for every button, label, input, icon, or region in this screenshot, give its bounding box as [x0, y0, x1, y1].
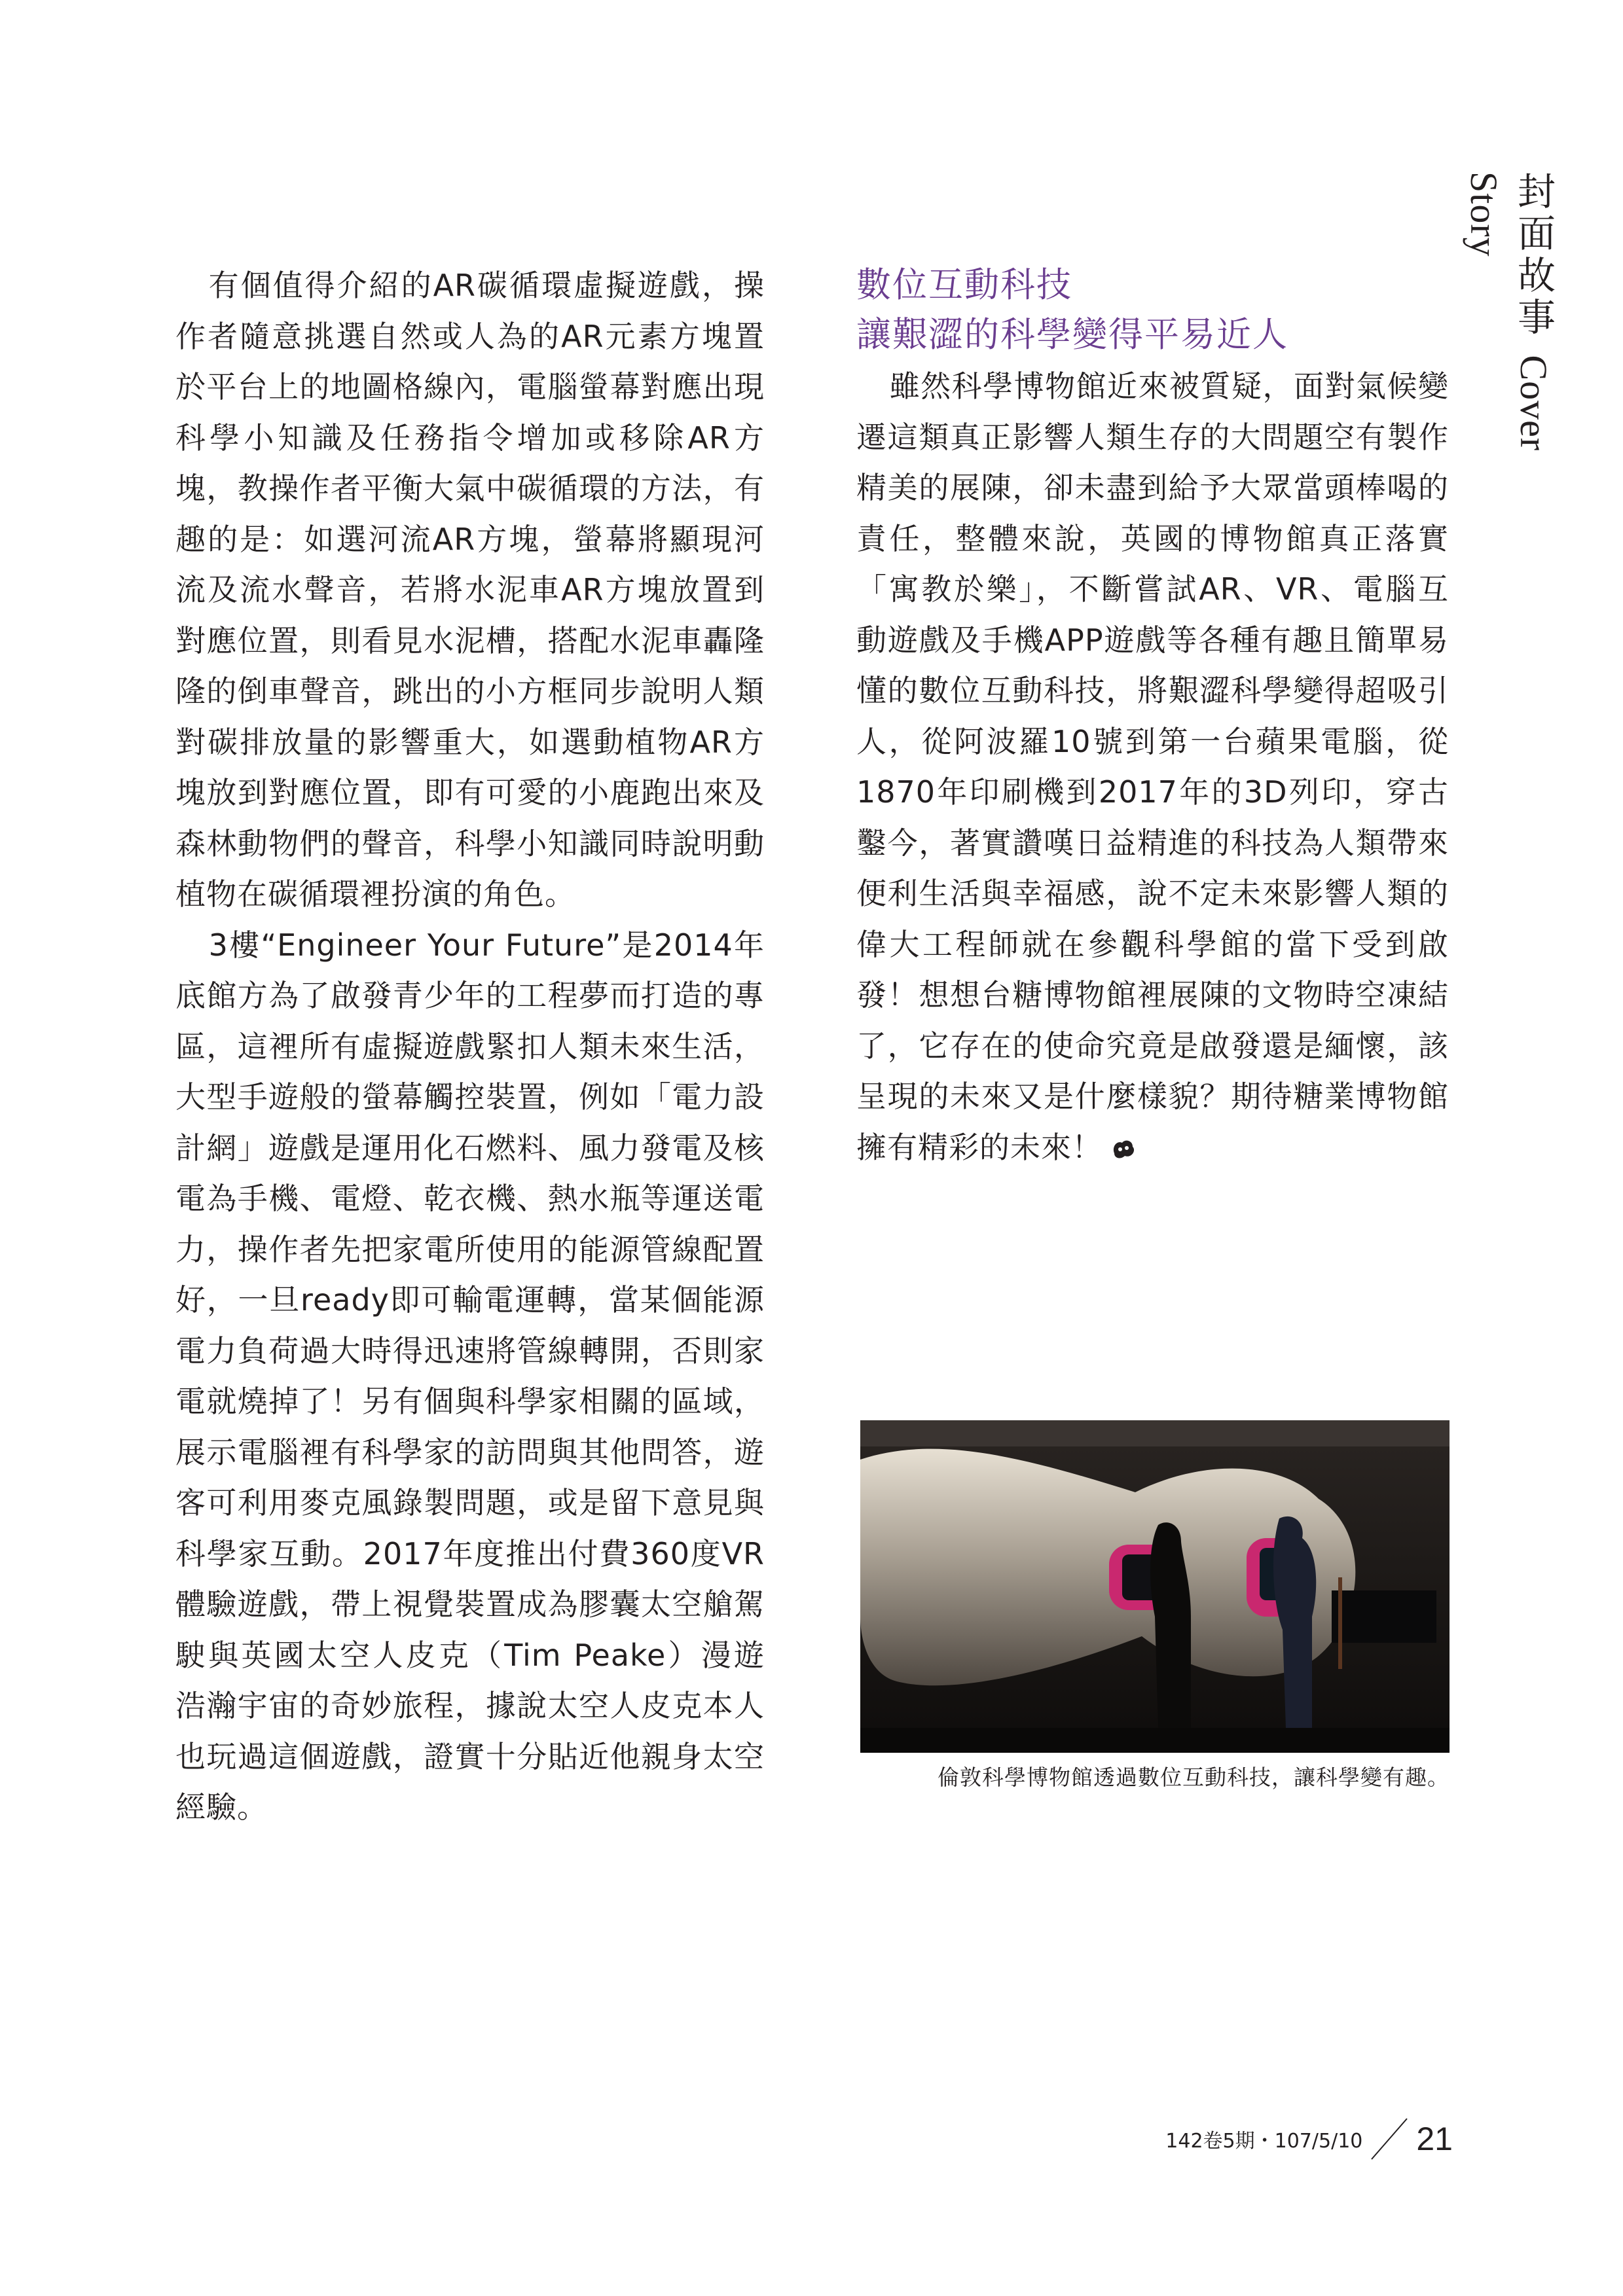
section-title-en: Cover Story — [1463, 171, 1555, 452]
end-mark-icon — [1110, 1136, 1137, 1162]
left-column — [175, 260, 765, 1833]
left-paragraph-1: 有個值得介紹的AR碳循環虛擬遊戲，操作者隨意挑選自然或人為的AR元素方塊置於平台上的地圖格線內，電腦螢幕對應出現科學小知識及任務指令增加或移除AR方塊，教操作者平衡大氣中碳循環的方法，有趣的是：如選河流AR方塊，螢幕將顯現河流及流水聲音，若將水泥車AR方塊放置到對應位置，則看見水泥槽，搭配水泥車轟隆隆的倒車聲音，跳出的小方框同步說明人類對碳排放量的影響重大，如選動植物AR方塊放到對應位置，即有可愛的小鹿跑出來及森林動物們的聲音，科學小知識同時說明動植物在碳循環裡扮演的角色。 — [175, 268, 765, 912]
right-paragraph-text: 雖然科學博物館近來被質疑，面對氣候變遷這類真正影響人類生存的大問題空有製作精美的展陳，卻未盡到給予大眾當頭棒喝的責任，整體來說，英國的博物館真正落實「寓教於樂」，不斷嘗試AR、VR、電腦互動遊戲及手機APP遊戲等各種有趣且簡單易懂的數位互動科技，將艱澀科學變得超吸引人，從阿波羅10號到第一台蘋果電腦，從1870年印刷機到2017年的3D列印，穿古鑿今，著實讚嘆日益精進的科技為人類帶來便利生活與幸福感，說不定未來影響人類的偉大工程師就在參觀科學館的當下受到啟發！想想台糖博物館裡展陳的文物時空凍結了，它存在的使命究竟是啟發還是緬懷，該呈現的未來又是什麼樣貌？期待糖業博物館擁有精彩的未來！ — [856, 368, 1449, 1165]
heading-line-2: 讓艱澀的科學變得平易近人 — [856, 315, 1288, 355]
page-number: 21 — [1416, 2121, 1453, 2157]
left-paragraph-2: 3樓“Engineer Your Future”是2014年底館方為了啟發青少年的工程夢而打造的專區，這裡所有虛擬遊戲緊扣人類未來生活，大型手遊般的螢幕觸控裝置，例如「電力設計網」遊戲是運用化石燃料、風力發電及核電為手機、電燈、乾衣機、熱水瓶等運送電力，操作者先把家電所使用的能源管線配置好，一旦ready即可輸電運轉，當某個能源電力負荷過大時得迅速將管線轉開，否則家電就燒掉了！另有個與科學家相關的區域，展示電腦裡有科學家的訪問與其他問答，遊客可利用麥克風錄製問題，或是留下意見與科學家互動。2017年度推出付費360度VR體驗遊戲，帶上視覺裝置成為膠囊太空艙駕駛與英國太空人皮克（Tim Peake）漫遊浩瀚宇宙的奇妙旅程，據說太空人皮克本人也玩過這個遊戲，證實十分貼近他親身太空經驗。 — [175, 927, 765, 1825]
heading-line-1: 數位互動科技 — [856, 265, 1072, 305]
right-paragraph — [856, 361, 1449, 1173]
museum-photo-image — [860, 1420, 1450, 1753]
footer-divider — [1366, 2116, 1412, 2162]
right-column — [856, 260, 1449, 1173]
section-heading — [856, 260, 1449, 360]
issue-info: 142卷5期・107/5/10 — [1165, 2130, 1363, 2153]
page-footer — [1165, 2113, 1453, 2165]
section-title-zh: 封面故事 — [1511, 171, 1556, 339]
museum-photo — [860, 1420, 1450, 1753]
section-title — [1463, 171, 1561, 538]
photo-caption: 倫敦科學博物館透過數位互動科技，讓科學變有趣。 — [938, 1765, 1450, 1790]
